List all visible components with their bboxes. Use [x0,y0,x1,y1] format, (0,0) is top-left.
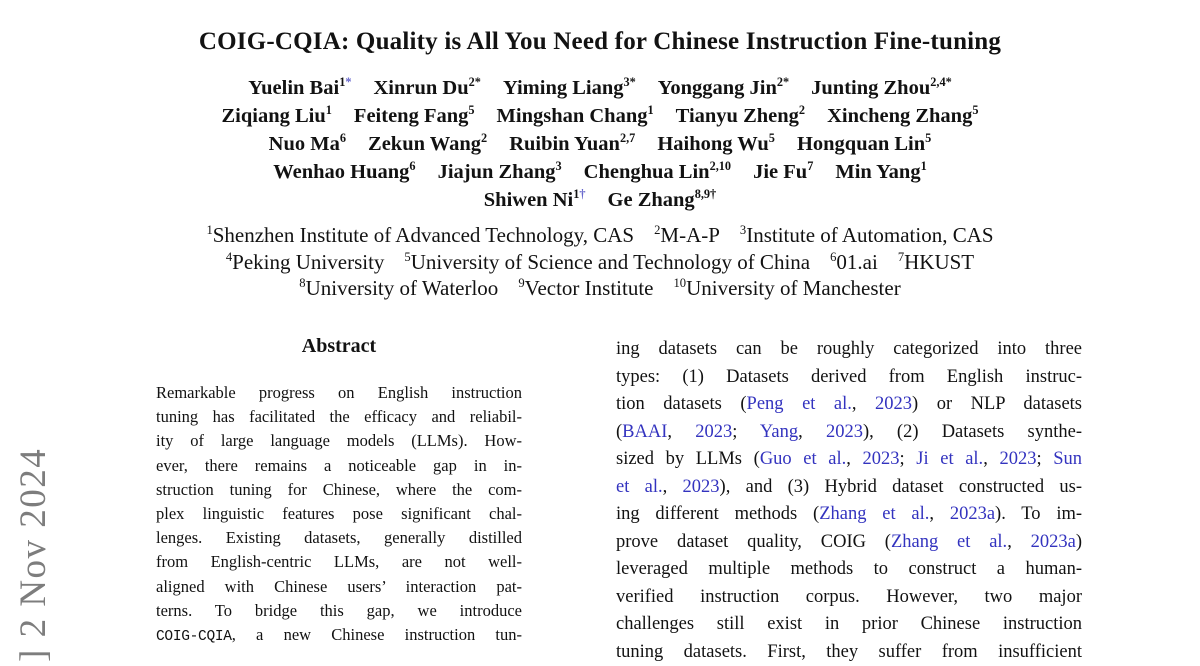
author-name: Ruibin Yuan$^{2,7}$ [509,133,635,155]
author-name: Jiajun Zhang$^3$ [438,161,562,183]
author-affiliation-mark: 2 [481,131,487,145]
citation-link[interactable]: 2023 [999,449,1036,469]
author-affiliation-mark: 6 [340,131,346,145]
affiliation: $^2$M-A-P [654,223,720,247]
text-segment: ; [1036,449,1053,469]
author-name: Junting Zhou$^{2,4*}$ [811,77,952,99]
author-list [0,74,1200,214]
text-segment: ( [616,422,622,442]
affiliation-line [0,249,1200,276]
author-affiliation-mark: 2 [799,103,805,117]
text-segment: , [846,449,862,469]
citation-link[interactable]: 2023 [695,422,732,442]
text-segment: leveraged multiple methods to construct a human- [616,559,1082,579]
author-affiliation-mark: 3 [556,159,562,173]
author-line [0,102,1200,130]
author-name: Zekun Wang$^2$ [368,133,487,155]
author-affiliation-mark: † [579,187,585,201]
paper-title: COIG-CQIA: Quality is All You Need for Chinese Instruction Fine-tuning [0,28,1200,56]
author-name: Tianyu Zheng$^2$ [676,105,805,127]
author-name: Yonggang Jin$^{2*}$ [658,77,789,99]
author-name: Ge Zhang$^{8,9\dagger}$ [608,189,717,211]
citation-link[interactable]: Zhang et al. [891,532,1007,552]
body-line [616,639,1082,666]
author-affiliation-mark: 1 [921,159,927,173]
author-name: Xincheng Zhang$^5$ [827,105,978,127]
text-segment: , [663,477,683,497]
affiliation-number: 9 [518,276,524,290]
citation-link[interactable]: et al. [616,477,663,497]
abstract-body [156,381,522,647]
abstract-line [156,454,522,478]
author-affiliation-mark: 2,4* [930,75,952,89]
citation-link[interactable]: 2023a [950,504,995,524]
affiliation: $^{10}$University of Manchester [674,276,901,300]
abstract-line [156,502,522,526]
abstract-line [156,623,522,647]
body-line [616,391,1082,419]
body-line [616,474,1082,502]
text-segment: tuning datasets. First, they suffer from insufficient [616,642,1082,662]
author-name: Yuelin Bai$^{1*}$ [248,77,351,99]
text-segment: ) or NLP datasets [912,394,1082,414]
text-segment: tion datasets ( [616,394,747,414]
citation-link[interactable]: Sun [1053,449,1082,469]
citation-link[interactable]: 2023 [826,422,863,442]
abstract-line [156,550,522,574]
citation-link[interactable]: Ji et al. [916,449,983,469]
author-affiliation-mark: * [345,75,351,89]
abstract-heading: Abstract [156,334,522,358]
affiliation: $^5$University of Science and Technology of China [404,250,810,274]
text-segment: types: (1) Datasets derived from English instruc- [616,367,1082,387]
citation-link[interactable]: Guo et al. [760,449,846,469]
abstract-line [156,429,522,453]
text-segment: from English-centric LLMs, are not well- [156,552,522,571]
author-affiliation-mark: 5 [468,103,474,117]
author-name: Jie Fu$^7$ [753,161,813,183]
text-segment: ity of large language models (LLMs). How- [156,431,522,450]
abstract-line [156,381,522,405]
text-segment: lenges. Existing datasets, generally distilled [156,528,522,547]
author-affiliation-mark: 1 [573,187,579,201]
text-segment: , [852,394,875,414]
affiliation-number: 2 [654,223,660,237]
body-line [616,556,1082,584]
author-affiliation-mark: 3* [624,75,636,89]
text-segment: ; [900,449,917,469]
author-line [0,186,1200,214]
body-line [616,584,1082,612]
text-segment: ), and (3) Hybrid dataset constructed us- [720,477,1082,497]
author-affiliation-mark: 1 [326,103,332,117]
right-column [616,336,1082,666]
citation-link[interactable]: BAAI [622,422,667,442]
text-segment: prove dataset quality, COIG ( [616,532,891,552]
author-affiliation-mark: 1 [339,75,345,89]
author-line [0,158,1200,186]
arxiv-watermark: ] 2 Nov 2024 [12,448,55,662]
text-segment: , a new Chinese instruction tun- [232,625,522,644]
text-segment: sized by LLMs ( [616,449,760,469]
author-affiliation-mark: 7 [807,159,813,173]
citation-link[interactable]: Zhang et al. [819,504,929,524]
affiliation-number: 6 [830,250,836,264]
text-segment: tuning has facilitated the efficacy and reliabil- [156,407,522,426]
affiliation: $^7$HKUST [898,250,974,274]
affiliation: $^9$Vector Institute [518,276,653,300]
text-segment: Remarkable progress on English instruction [156,383,522,402]
affiliation: $^6$01.ai [830,250,878,274]
author-affiliation-mark: 5 [925,131,931,145]
author-affiliation-mark: 1 [648,103,654,117]
affiliation: $^8$University of Waterloo [299,276,498,300]
author-name: Min Yang$^1$ [835,161,926,183]
body-line [616,446,1082,474]
author-affiliation-mark: 2* [469,75,481,89]
text-segment: ), (2) Datasets synthe- [863,422,1082,442]
citation-link[interactable]: Yang [760,422,798,442]
affiliation: $^4$Peking University [226,250,385,274]
author-affiliation-mark: 2,7 [620,131,635,145]
author-name: Yiming Liang$^{3*}$ [503,77,636,99]
author-affiliation-mark: 8,9† [695,187,717,201]
body-line [616,611,1082,639]
author-name: Wenhao Huang$^6$ [273,161,415,183]
author-name: Chenghua Lin$^{2,10}$ [584,161,731,183]
left-column [156,334,522,647]
text-segment: , [929,504,949,524]
text-segment: ). To im- [995,504,1082,524]
text-segment: ) [1076,532,1082,552]
text-segment: , [1007,532,1030,552]
abstract-line [156,405,522,429]
text-segment: verified instruction corpus. However, two major [616,587,1082,607]
abstract-line [156,478,522,502]
author-name: Xinrun $Du^{2*}$ [374,77,481,99]
author-line [0,130,1200,158]
text-segment: terns. To bridge this gap, we introduce [156,601,522,620]
text-segment: challenges still exist in prior Chinese instruction [616,614,1082,634]
body-line [616,364,1082,392]
intro-body [616,336,1082,666]
text-segment: struction tuning for Chinese, where the com- [156,480,522,499]
citation-link[interactable]: 2023 [683,477,720,497]
text-segment: , [983,449,999,469]
abstract-line [156,575,522,599]
abstract-line [156,599,522,623]
author-line [0,74,1200,102]
author-name: Haihong Wu$^5$ [657,133,775,155]
affiliation-line [0,275,1200,302]
dataset-name: COIG-CQIA [156,629,232,645]
affiliation-line [0,222,1200,249]
text-segment: ing datasets can be roughly categorized into three [616,339,1082,359]
author-affiliation-mark: 2* [777,75,789,89]
affiliation-number: 7 [898,250,904,264]
text-segment: , [798,422,826,442]
author-name: Mingshan Chang$^1$ [497,105,654,127]
author-name: Shiwen $Ni^{1\dagger}$ [484,189,586,211]
author-affiliation-mark: 5 [769,131,775,145]
affiliation-number: 3 [740,223,746,237]
affiliation: $^1$Shenzhen Institute of Advanced Technology, CAS [206,223,634,247]
body-line [616,501,1082,529]
author-affiliation-mark: 5 [972,103,978,117]
citation-link[interactable]: 2023 [863,449,900,469]
affiliation-number: 4 [226,250,232,264]
text-segment: plex linguistic features pose significant chal- [156,504,522,523]
citation-link[interactable]: 2023 [875,394,912,414]
affiliation-number: 1 [206,223,212,237]
abstract-line [156,526,522,550]
author-name: Feiteng Fang$^5$ [354,105,475,127]
body-line [616,529,1082,557]
author-name: Ziqiang Liu$^1$ [222,105,332,127]
affiliation-number: 5 [404,250,410,264]
author-name: Nuo Ma$^6$ [269,133,346,155]
citation-link[interactable]: 2023a [1031,532,1076,552]
affiliation-number: 10 [674,276,687,290]
body-line [616,419,1082,447]
text-segment: ever, there remains a noticeable gap in in- [156,456,522,475]
citation-link[interactable]: Peng et al. [747,394,852,414]
text-segment: , [667,422,695,442]
affiliation-list [0,222,1200,302]
body-line [616,336,1082,364]
affiliation: $^3$Institute of Automation, CAS [740,223,994,247]
author-affiliation-mark: 2,10 [710,159,732,173]
author-name: Hongquan Lin$^5$ [797,133,931,155]
text-segment: ing different methods ( [616,504,819,524]
affiliation-number: 8 [299,276,305,290]
author-affiliation-mark: 6 [409,159,415,173]
text-segment: aligned with Chinese users’ interaction pat- [156,577,522,596]
text-segment: ; [732,422,760,442]
